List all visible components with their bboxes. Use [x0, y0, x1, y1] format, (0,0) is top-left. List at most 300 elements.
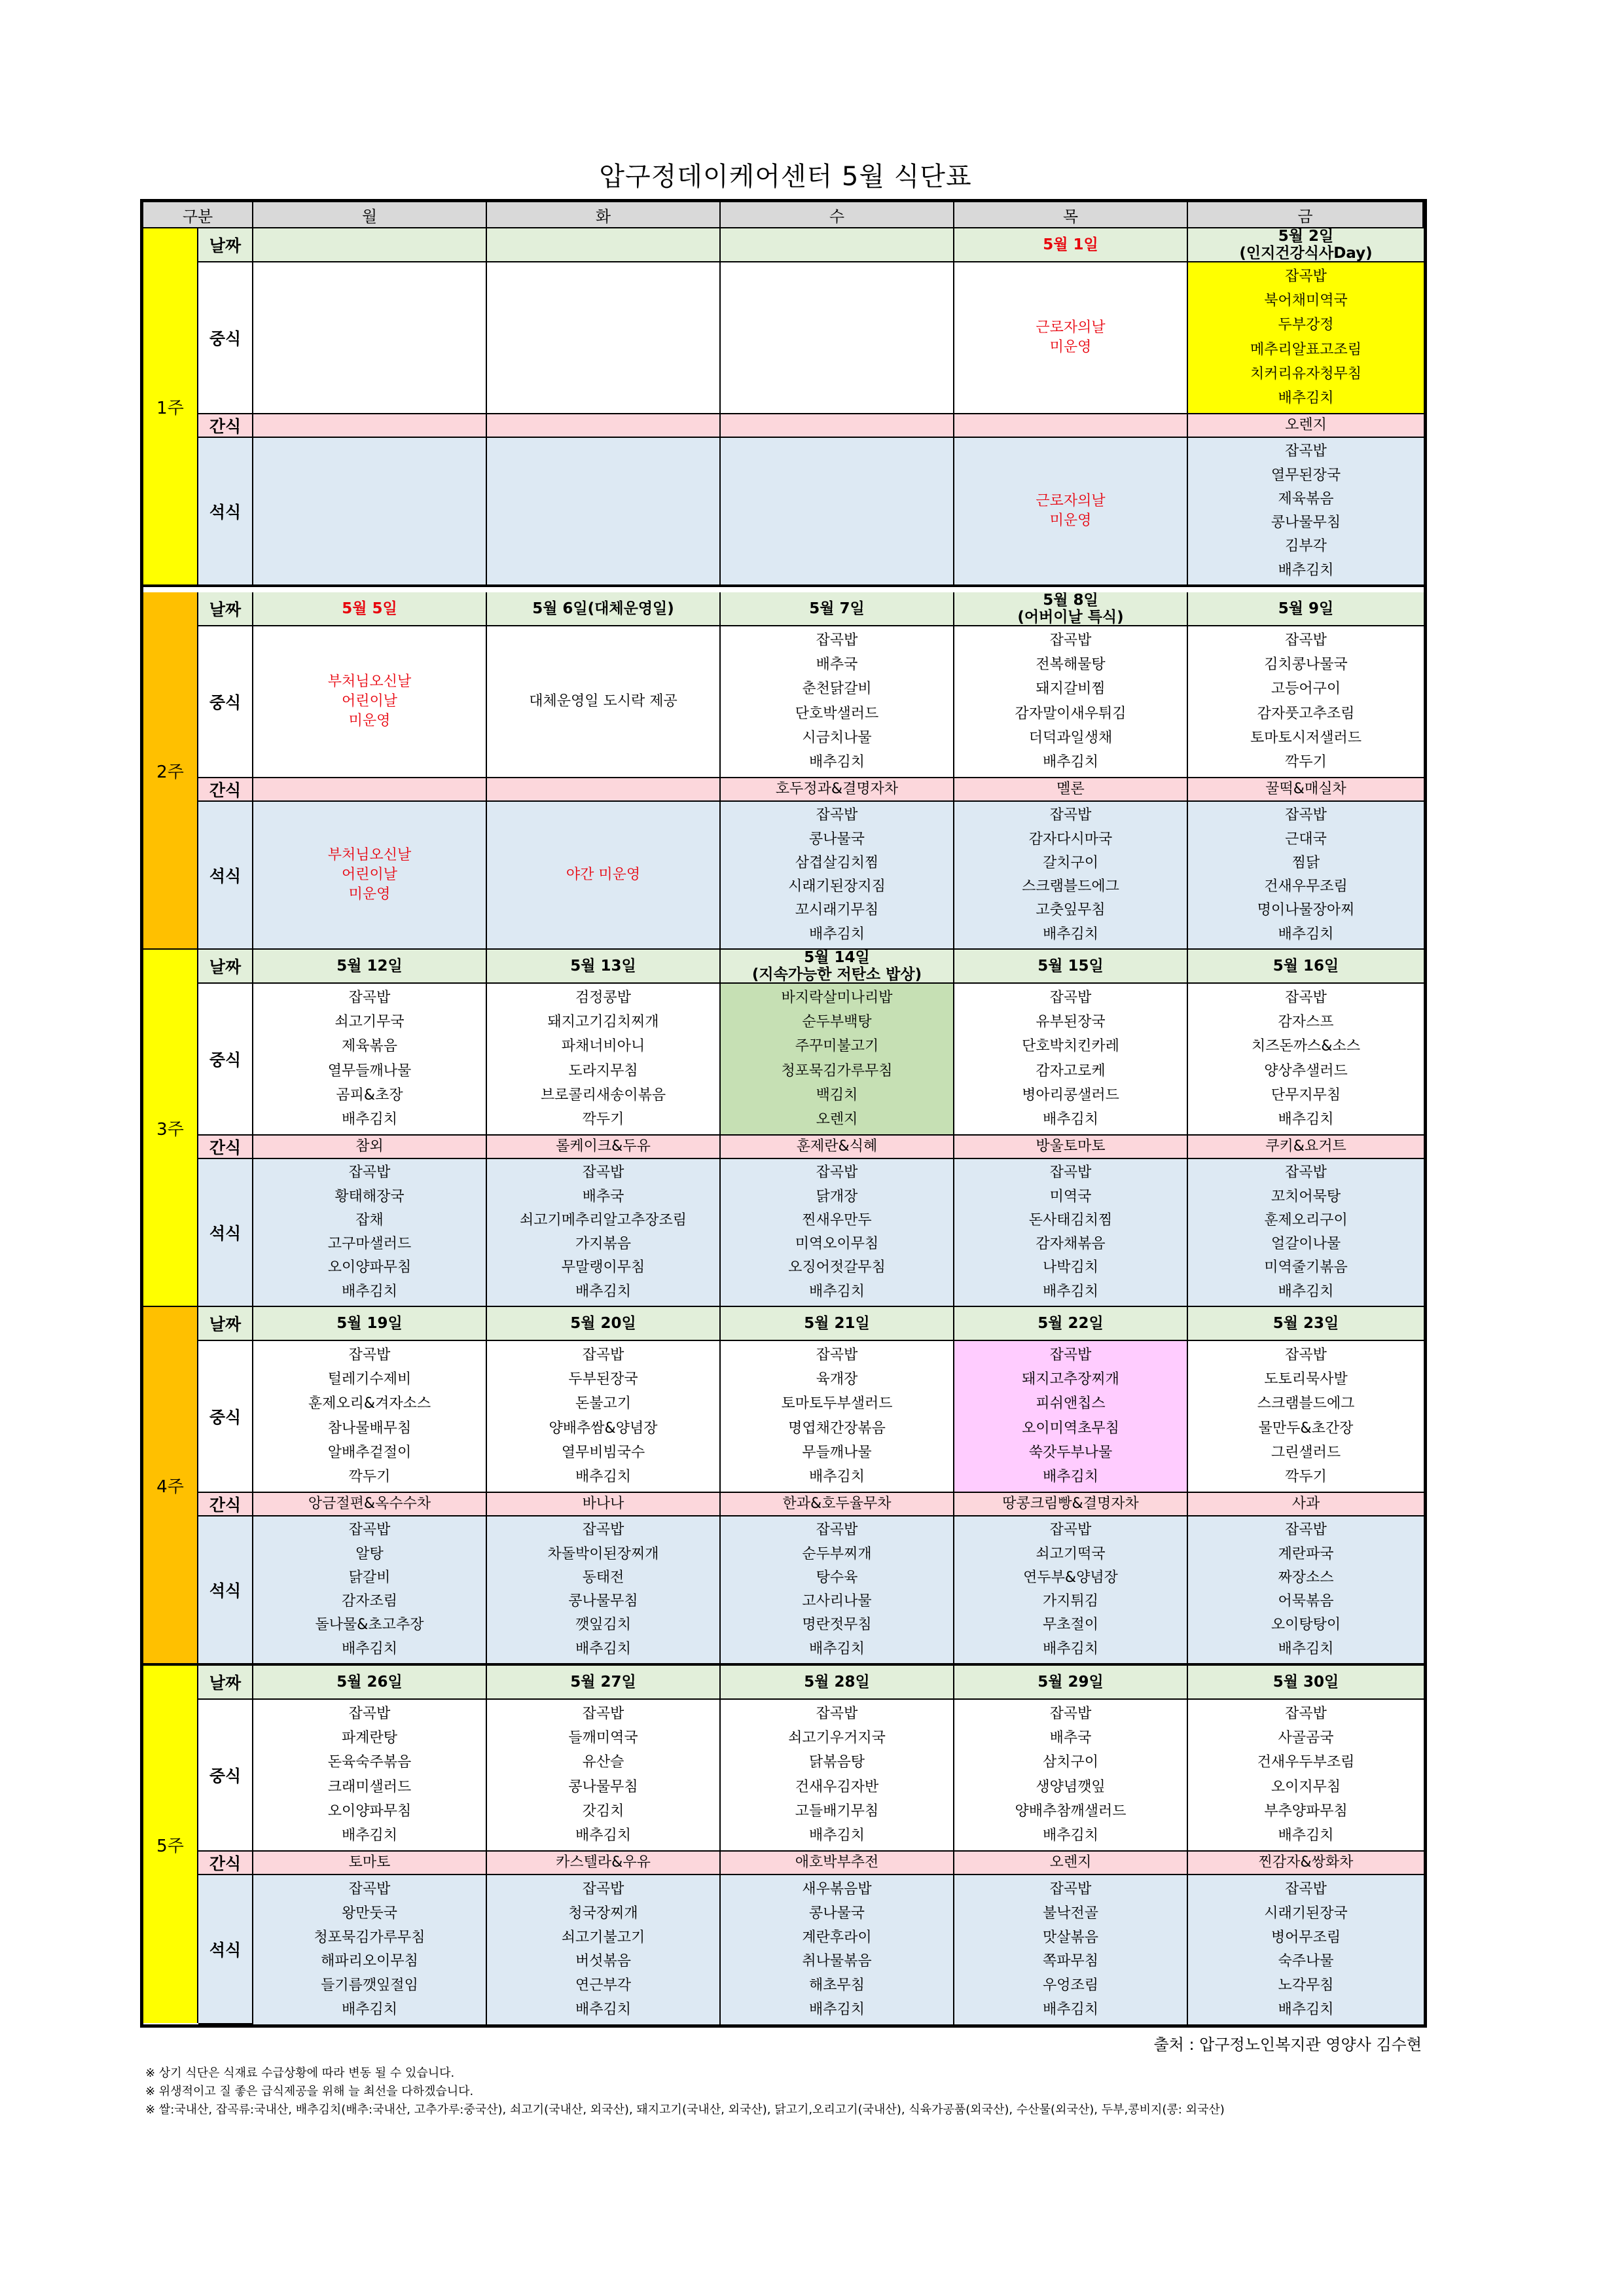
- header-cell: 화: [487, 202, 721, 228]
- header-cell: 목: [954, 202, 1188, 228]
- menu-item: 부처님오신날: [327, 673, 412, 690]
- menu-item: 돈사태김치찜: [1028, 1211, 1113, 1229]
- menu-item: 잡곡밥: [582, 1706, 624, 1723]
- menu-item: 배추김치: [575, 1640, 631, 1657]
- dinner-cell: [253, 1159, 487, 1307]
- menu-item: 건새우김자반: [795, 1778, 879, 1795]
- menu-item: 청국장찌개: [568, 1905, 638, 1922]
- menu-item: 버섯볶음: [575, 1953, 631, 1970]
- menu-item: 토마토시저샐러드: [1250, 729, 1362, 746]
- date-subtitle: (인지건강식사Day): [1239, 245, 1373, 262]
- menu-item: 물만두&초간장: [1258, 1420, 1354, 1437]
- menu-item: 잡곡밥: [1049, 1706, 1092, 1723]
- menu-item: 잡곡밥: [1285, 1706, 1327, 1723]
- snack-item: 한과&호두율무차: [782, 1496, 892, 1512]
- menu-item: 차돌박이된장찌개: [547, 1545, 659, 1562]
- row-label-date: 날짜: [198, 592, 253, 626]
- row-label-dinner: 석식: [198, 1516, 253, 1664]
- menu-item: 감자말이새우튀김: [1015, 705, 1127, 722]
- menu-item: 배추김치: [1278, 925, 1334, 942]
- menu-item: 두부된장국: [568, 1371, 638, 1388]
- menu-item: 잡곡밥: [1049, 1347, 1092, 1364]
- menu-item: 계란파국: [1278, 1545, 1334, 1562]
- dinner-cell: [487, 1875, 721, 2024]
- dinner-cell: [954, 1516, 1188, 1664]
- notes: [145, 2064, 1428, 2119]
- menu-item: 오이양파무침: [327, 1803, 412, 1820]
- date-text: 5월 7일: [809, 600, 865, 617]
- menu-item: 잡곡밥: [1285, 1522, 1327, 1539]
- menu-item: 양배추참깨샐러드: [1015, 1803, 1127, 1820]
- menu-item: 시래기된장지짐: [788, 878, 886, 895]
- menu-item: 어묵볶음: [1278, 1593, 1334, 1610]
- menu-item: 콩나물무침: [1271, 514, 1341, 531]
- menu-item: 고등어구이: [1271, 681, 1341, 698]
- date-cell: [721, 1307, 954, 1341]
- menu-item: 검정콩밥: [575, 990, 631, 1007]
- page-title: 압구정데이케어센터 5월 식단표: [599, 162, 972, 192]
- lunch-cell: [487, 262, 721, 414]
- menu-item: 배추김치: [808, 1283, 865, 1300]
- date-text: 5월 28일: [804, 1674, 870, 1691]
- note-line: ※ 위생적이고 질 좋은 급식제공을 위해 늘 최선을 다하겠습니다.: [145, 2085, 474, 2098]
- dinner-cell: [721, 1516, 954, 1664]
- menu-item: 배추김치: [1278, 1640, 1334, 1657]
- date-text: 5월 5일: [342, 600, 397, 617]
- menu-item: 미운영: [1049, 339, 1092, 355]
- menu-item: 불낙전골: [1042, 1905, 1098, 1922]
- menu-item: 배추김치: [1278, 1283, 1334, 1300]
- lunch-cell: [1188, 1700, 1424, 1852]
- menu-item: 무말랭이무침: [561, 1259, 645, 1276]
- menu-item: 병어무조림: [1271, 1929, 1341, 1946]
- menu-item: 브로콜리새송이볶음: [540, 1086, 666, 1103]
- menu-item: 가지볶음: [575, 1236, 631, 1253]
- lunch-cell: [1188, 1341, 1424, 1493]
- menu-item: 잡곡밥: [348, 1347, 391, 1364]
- note-line: ※ 상기 식단은 식재료 수급상황에 따라 변동 될 수 있습니다.: [145, 2066, 455, 2080]
- menu-item: 삼겹살김치찜: [795, 854, 879, 871]
- menu-item: 배추김치: [341, 1827, 397, 1844]
- menu-item: 잡곡밥: [816, 807, 858, 824]
- menu-item: 백김치: [816, 1086, 858, 1103]
- menu-item: 꼬시래기무침: [795, 902, 879, 919]
- row-label-lunch: 중식: [198, 626, 253, 778]
- date-text: 5월 13일: [570, 958, 636, 975]
- snack-cell: [721, 1136, 954, 1159]
- menu-item: 닭볶음탕: [808, 1754, 865, 1771]
- menu-item: 배추김치: [341, 1640, 397, 1657]
- menu-item: 새우볶음밥: [802, 1880, 872, 1897]
- menu-item: 부처님오신날: [327, 847, 412, 863]
- menu-item: 단호박치킨카레: [1022, 1038, 1119, 1055]
- menu-item: 근로자의날: [1036, 493, 1106, 509]
- menu-item: 감자풋고추조림: [1257, 705, 1355, 722]
- menu-item: 배추김치: [341, 1111, 397, 1128]
- menu-item: 오렌지: [816, 1111, 858, 1128]
- menu-item: 돌나물&초고추장: [315, 1617, 424, 1634]
- menu-item: 깍두기: [1285, 753, 1327, 770]
- snack-item: 오렌지: [1285, 417, 1327, 433]
- menu-item: 명이나물장아찌: [1257, 902, 1355, 919]
- menu-item: 감자고로케: [1036, 1062, 1106, 1079]
- menu-item: 열무들깨나물: [327, 1062, 412, 1079]
- row-label-lunch: 중식: [198, 1700, 253, 1852]
- menu-item: 잡곡밥: [582, 1164, 624, 1181]
- menu-item: 잡곡밥: [582, 1880, 624, 1897]
- header-cell: 금: [1188, 202, 1424, 228]
- date-cell: [1188, 592, 1424, 626]
- menu-item: 잡곡밥: [816, 1706, 858, 1723]
- menu-item: 명엽채간장볶음: [788, 1420, 886, 1437]
- date-cell: [721, 228, 954, 262]
- menu-item: 미운영: [348, 713, 391, 729]
- menu-item: 고들배기무침: [795, 1803, 879, 1820]
- snack-item: 오렌지: [1049, 1854, 1092, 1871]
- menu-item: 배추김치: [1042, 753, 1098, 770]
- menu-item: 배추김치: [1042, 1468, 1098, 1485]
- menu-item: 고춧잎무침: [1036, 902, 1106, 919]
- menu-item: 잡곡밥: [348, 1706, 391, 1723]
- row-label-snack: 간식: [198, 414, 253, 438]
- menu-item: 잡곡밥: [1049, 990, 1092, 1007]
- menu-item: 배추김치: [808, 1827, 865, 1844]
- lunch-cell: [954, 984, 1188, 1136]
- date-cell: [721, 1666, 954, 1700]
- date-text: 5월 2일: [1278, 228, 1334, 245]
- date-text: 5월 16일: [1272, 958, 1339, 975]
- date-text: 5월 9일: [1278, 600, 1334, 617]
- menu-item: 김부각: [1285, 538, 1327, 555]
- snack-item: 사과: [1291, 1496, 1320, 1512]
- menu-item: 근로자의날: [1036, 319, 1106, 336]
- menu-item: 배추김치: [808, 925, 865, 942]
- lunch-cell: [1188, 262, 1424, 414]
- menu-item: 쇠고기우거지국: [788, 1730, 886, 1747]
- menu-item: 미운영: [1049, 512, 1092, 529]
- date-text: 5월 8일: [1043, 592, 1098, 609]
- snack-cell: [1188, 1493, 1424, 1516]
- date-text: 5월 20일: [570, 1315, 636, 1332]
- snack-cell: [954, 1493, 1188, 1516]
- lunch-cell: [253, 984, 487, 1136]
- menu-item: 단호박샐러드: [795, 705, 879, 722]
- snack-item: 토마토: [348, 1854, 391, 1871]
- menu-item: 쇠고기메추리알고추장조림: [519, 1211, 687, 1229]
- week-divider: [143, 584, 1424, 587]
- menu-item: 제육볶음: [341, 1038, 397, 1055]
- date-text: 5월 27일: [570, 1674, 636, 1691]
- date-text: 5월 14일: [804, 950, 870, 966]
- menu-item: 찐새우만두: [802, 1211, 872, 1229]
- date-text: 5월 1일: [1043, 236, 1098, 253]
- row-label-lunch: 중식: [198, 984, 253, 1136]
- menu-item: 잡곡밥: [1285, 268, 1327, 285]
- row-label-lunch: 중식: [198, 262, 253, 414]
- snack-item: 카스텔라&우유: [556, 1854, 651, 1871]
- lunch-cell: [721, 984, 954, 1136]
- date-cell: [487, 228, 721, 262]
- snack-cell: [487, 1493, 721, 1516]
- menu-item: 곰피&초장: [336, 1086, 403, 1103]
- menu-item: 미역줄기볶음: [1264, 1259, 1348, 1276]
- menu-item: 훈제오리구이: [1264, 1211, 1348, 1229]
- menu-item: 배추김치: [1042, 2001, 1098, 2018]
- menu-table: [140, 199, 1427, 2028]
- menu-item: 잡곡밥: [582, 1522, 624, 1539]
- date-cell: [721, 592, 954, 626]
- date-cell: [487, 1666, 721, 1700]
- menu-item: 어린이날: [341, 867, 397, 883]
- menu-item: 유산슬: [582, 1754, 624, 1771]
- menu-item: 두부강정: [1278, 317, 1334, 334]
- snack-cell: [721, 778, 954, 802]
- dinner-cell: [954, 438, 1188, 586]
- dinner-cell: [721, 1875, 954, 2024]
- lunch-cell: [721, 626, 954, 778]
- menu-item: 양배추쌈&양념장: [549, 1420, 658, 1437]
- dinner-cell: [954, 1159, 1188, 1307]
- menu-item: 털레기수제비: [327, 1371, 412, 1388]
- snack-item: 땅콩크림빵&결명자차: [1002, 1496, 1139, 1512]
- dinner-cell: [954, 1875, 1188, 2024]
- week-label: 3주: [143, 950, 198, 1307]
- dinner-cell: [1188, 1875, 1424, 2024]
- menu-item: 잡곡밥: [1285, 807, 1327, 824]
- menu-item: 잡곡밥: [1285, 990, 1327, 1007]
- dinner-cell: [487, 438, 721, 586]
- date-cell: [253, 1666, 487, 1700]
- menu-item: 배추김치: [808, 2001, 865, 2018]
- dinner-cell: [253, 438, 487, 586]
- menu-item: 배추김치: [341, 2001, 397, 2018]
- menu-item: 배추김치: [1042, 925, 1098, 942]
- menu-item: 왕만둣국: [341, 1905, 397, 1922]
- row-label-lunch: 중식: [198, 1341, 253, 1493]
- date-cell: [487, 1307, 721, 1341]
- snack-item: 바나나: [582, 1496, 624, 1512]
- date-cell: [253, 228, 487, 262]
- snack-cell: [721, 1493, 954, 1516]
- menu-item: 배추국: [582, 1188, 624, 1205]
- lunch-cell: [253, 626, 487, 778]
- week-label: 5주: [143, 1666, 198, 2023]
- snack-item: 애호박부추전: [795, 1854, 879, 1871]
- dinner-cell: [721, 1159, 954, 1307]
- menu-item: 해파리오이무침: [321, 1953, 418, 1970]
- dinner-cell: [253, 802, 487, 950]
- menu-item: 잡곡밥: [348, 1522, 391, 1539]
- date-text: 5월 26일: [336, 1674, 403, 1691]
- snack-cell: [1188, 1136, 1424, 1159]
- menu-item: 잡채: [355, 1211, 384, 1229]
- menu-item: 깍두기: [348, 1468, 391, 1485]
- menu-item: 잡곡밥: [1285, 1164, 1327, 1181]
- week-label: 2주: [143, 592, 198, 950]
- date-subtitle: (어버이날 특식): [1017, 609, 1124, 626]
- lunch-cell: [721, 262, 954, 414]
- row-label-snack: 간식: [198, 1493, 253, 1516]
- menu-item: 찜닭: [1291, 854, 1320, 871]
- snack-item: 호두정과&결명자차: [775, 781, 899, 797]
- menu-item: 배추김치: [575, 1827, 631, 1844]
- menu-item: 알배추겉절이: [327, 1444, 412, 1461]
- row-label-dinner: 석식: [198, 1159, 253, 1307]
- menu-item: 배추김치: [808, 753, 865, 770]
- menu-item: 쇠고기떡국: [1036, 1545, 1106, 1562]
- snack-cell: [1188, 414, 1424, 438]
- menu-item: 전복해물탕: [1036, 656, 1106, 673]
- menu-item: 청포묵김가루무침: [314, 1929, 425, 1946]
- menu-item: 시래기된장국: [1264, 1905, 1348, 1922]
- menu-item: 잡곡밥: [1285, 1880, 1327, 1897]
- row-label-date: 날짜: [198, 228, 253, 262]
- week-label: 1주: [143, 228, 198, 586]
- dinner-cell: [721, 802, 954, 950]
- menu-item: 들깨미역국: [568, 1730, 638, 1747]
- menu-item: 쇠고기무국: [334, 1014, 405, 1031]
- snack-cell: [954, 778, 1188, 802]
- menu-item: 연근부각: [575, 1977, 631, 1994]
- date-subtitle: (지속가능한 저탄소 밥상): [751, 966, 922, 983]
- date-text: 5월 29일: [1038, 1674, 1104, 1691]
- menu-item: 배추국: [1049, 1730, 1092, 1747]
- menu-item: 노각무침: [1278, 1977, 1334, 1994]
- menu-item: 배추김치: [1042, 1640, 1098, 1657]
- menu-item: 순두부백탕: [802, 1014, 872, 1031]
- menu-item: 배추김치: [341, 1283, 397, 1300]
- menu-item: 양상추샐러드: [1264, 1062, 1348, 1079]
- menu-item: 메추리알표고조림: [1250, 341, 1362, 358]
- date-cell: [1188, 228, 1424, 262]
- menu-item: 잡곡밥: [348, 1164, 391, 1181]
- lunch-cell: [253, 262, 487, 414]
- menu-item: 배추김치: [1278, 1111, 1334, 1128]
- menu-item: 대체운영일 도시락 제공: [529, 693, 677, 709]
- menu-item: 명란젓무침: [802, 1617, 872, 1634]
- menu-item: 제육볶음: [1278, 490, 1334, 507]
- row-label-dinner: 석식: [198, 438, 253, 586]
- menu-item: 파채너비아니: [561, 1038, 645, 1055]
- snack-cell: [954, 1852, 1188, 1875]
- menu-item: 잡곡밥: [582, 1347, 624, 1364]
- menu-item: 쪽파무침: [1042, 1953, 1098, 1970]
- menu-item: 깍두기: [582, 1111, 624, 1128]
- snack-item: 롤케이크&두유: [556, 1138, 651, 1155]
- menu-item: 나박김치: [1042, 1259, 1098, 1276]
- snack-cell: [253, 1493, 487, 1516]
- date-cell: [721, 950, 954, 984]
- date-cell: [487, 592, 721, 626]
- menu-item: 무초절이: [1042, 1617, 1098, 1634]
- menu-item: 야간 미운영: [566, 867, 641, 883]
- menu-item: 잡곡밥: [816, 1164, 858, 1181]
- menu-item: 갓김치: [582, 1803, 624, 1820]
- menu-item: 도토리묵사발: [1264, 1371, 1348, 1388]
- snack-cell: [487, 1136, 721, 1159]
- menu-item: 사골곰국: [1278, 1730, 1334, 1747]
- menu-item: 오이탕탕이: [1271, 1617, 1341, 1634]
- date-cell: [1188, 1307, 1424, 1341]
- row-label-date: 날짜: [198, 1307, 253, 1341]
- menu-item: 배추김치: [1278, 2001, 1334, 2018]
- menu-item: 가지튀김: [1042, 1593, 1098, 1610]
- lunch-cell: [721, 1700, 954, 1852]
- menu-item: 갈치구이: [1042, 854, 1098, 871]
- lunch-cell: [487, 1700, 721, 1852]
- menu-item: 근대국: [1285, 831, 1327, 848]
- snack-item: 참외: [355, 1138, 384, 1155]
- dinner-cell: [253, 1516, 487, 1664]
- row-label-snack: 간식: [198, 778, 253, 802]
- menu-item: 파계란탕: [341, 1730, 397, 1747]
- menu-item: 훈제오리&겨자소스: [308, 1395, 431, 1412]
- menu-item: 고사리나물: [802, 1593, 872, 1610]
- menu-item: 황태해장국: [334, 1188, 405, 1205]
- menu-item: 콩나물무침: [568, 1593, 638, 1610]
- snack-item: 찐감자&쌍화차: [1258, 1854, 1354, 1871]
- date-cell: [954, 1666, 1188, 1700]
- menu-item: 그린샐러드: [1271, 1444, 1341, 1461]
- menu-item: 배추김치: [575, 1468, 631, 1485]
- menu-item: 돈불고기: [575, 1395, 631, 1412]
- menu-item: 연두부&양념장: [1023, 1569, 1118, 1586]
- snack-item: 꿀떡&매실차: [1265, 781, 1346, 797]
- dinner-cell: [954, 802, 1188, 950]
- menu-item: 무들깨나물: [802, 1444, 872, 1461]
- snack-item: 방울토마토: [1036, 1138, 1106, 1155]
- menu-item: 동태전: [582, 1569, 624, 1586]
- menu-item: 도라지무침: [568, 1062, 638, 1079]
- menu-item: 시금치나물: [802, 729, 872, 746]
- lunch-cell: [1188, 984, 1424, 1136]
- source-credit: 출처 : 압구정노인복지관 영양사 김수현: [1153, 2036, 1422, 2054]
- menu-item: 더덕과일생채: [1028, 729, 1113, 746]
- menu-item: 배추김치: [1042, 1111, 1098, 1128]
- row-label-dinner: 석식: [198, 802, 253, 950]
- lunch-cell: [487, 626, 721, 778]
- menu-item: 숙주나물: [1278, 1953, 1334, 1970]
- menu-item: 잡곡밥: [1049, 632, 1092, 649]
- dinner-cell: [1188, 1159, 1424, 1307]
- snack-cell: [253, 1136, 487, 1159]
- menu-item: 감자채볶음: [1036, 1236, 1106, 1253]
- dinner-cell: [1188, 802, 1424, 950]
- snack-cell: [487, 1852, 721, 1875]
- menu-item: 미역오이무침: [795, 1236, 879, 1253]
- dinner-cell: [1188, 438, 1424, 586]
- menu-item: 스크램블드에그: [1022, 878, 1119, 895]
- menu-item: 맛살볶음: [1042, 1929, 1098, 1946]
- lunch-cell: [954, 1341, 1188, 1493]
- date-cell: [253, 1307, 487, 1341]
- menu-item: 감자조림: [341, 1593, 397, 1610]
- menu-item: 스크램블드에그: [1257, 1395, 1355, 1412]
- menu-item: 고구마샐러드: [327, 1236, 412, 1253]
- date-text: 5월 30일: [1272, 1674, 1339, 1691]
- menu-item: 오징어젓갈무침: [788, 1259, 886, 1276]
- menu-item: 오이지무침: [1271, 1778, 1341, 1795]
- snack-cell: [954, 1136, 1188, 1159]
- menu-item: 어린이날: [341, 693, 397, 709]
- date-cell: [487, 950, 721, 984]
- row-label-snack: 간식: [198, 1852, 253, 1875]
- date-text: 5월 12일: [336, 958, 403, 975]
- menu-item: 미운영: [348, 886, 391, 903]
- menu-item: 알탕: [355, 1545, 384, 1562]
- menu-item: 잡곡밥: [1285, 632, 1327, 649]
- lunch-cell: [487, 1341, 721, 1493]
